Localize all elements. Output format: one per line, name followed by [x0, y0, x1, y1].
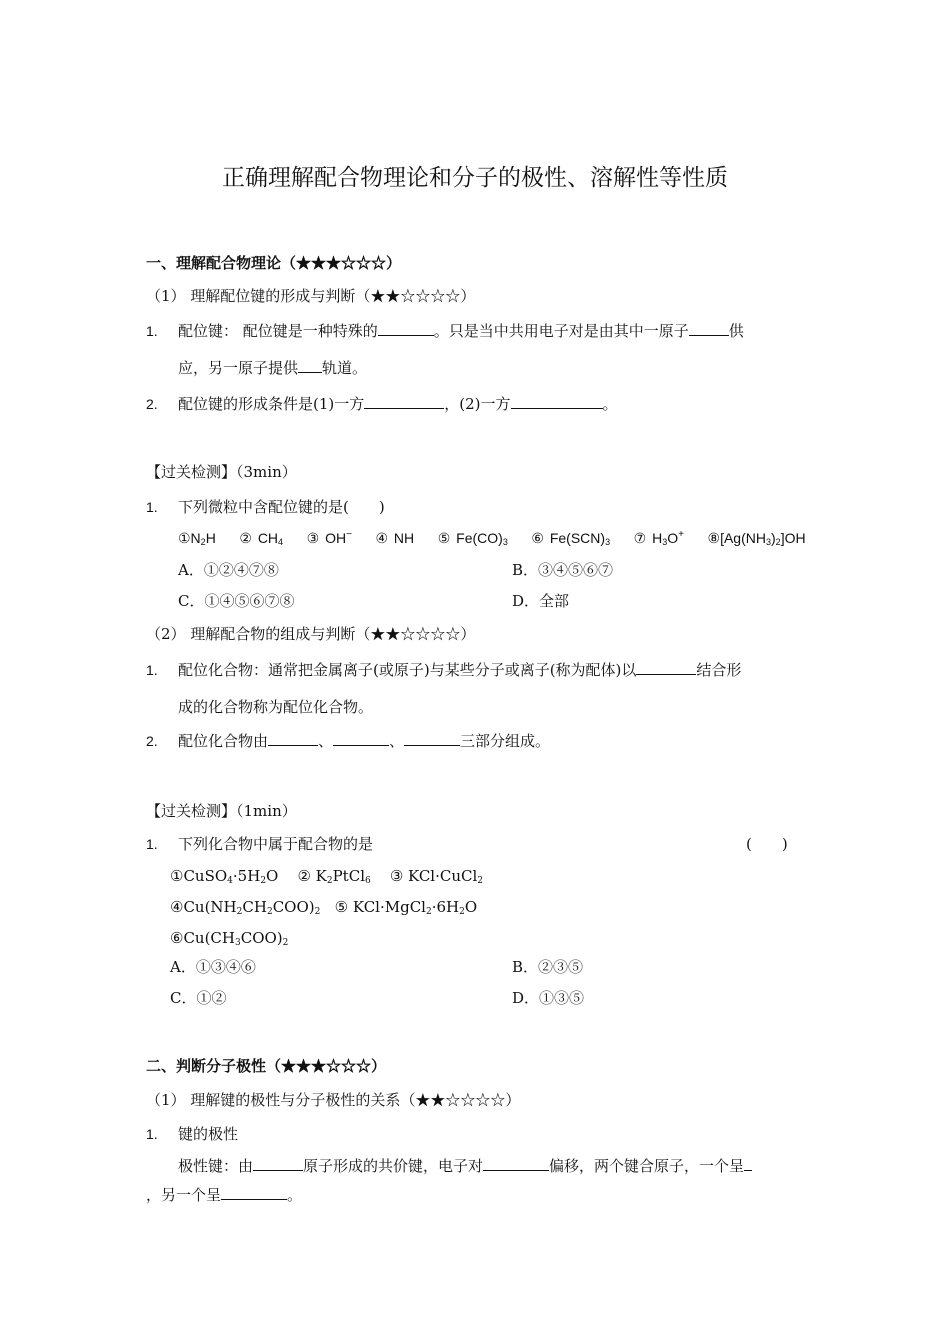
blank[interactable] — [364, 394, 444, 409]
blank[interactable] — [221, 1185, 287, 1200]
option-b[interactable]: B．③④⑤⑥⑦ — [512, 561, 614, 579]
check-heading: 【过关检测】（1min） — [146, 802, 297, 820]
polar-bond-definition: 极性键：由 原子形成的共价键，电子对 偏移，两个键合原子，一个呈 — [178, 1156, 752, 1176]
item-number: 2. — [146, 733, 158, 749]
question-number: 1. — [146, 499, 158, 515]
coordination-compound-definition-cont: 成的化合物称为配位化合物。 — [178, 698, 374, 716]
blank[interactable] — [404, 731, 460, 746]
option-a[interactable]: A．①③④⑥ — [170, 958, 256, 976]
section1-heading: 一、理解配合物理论（★★★☆☆☆） — [146, 254, 402, 272]
section2-heading: 二、判断分子极性（★★★☆☆☆） — [146, 1057, 387, 1075]
species-list: $①N_2H$ ② $CH_4$ ③ OH− ④ NH ⑤ $Fe(CO)_3$ ⑥ $Fe(SCN)_3$ ⑦ $H_3O^+$ $⑧[Ag(NH_3)_2]OH$ — [178, 529, 806, 547]
blank[interactable] — [483, 1156, 549, 1171]
coordinate-bond-definition: 配位键： 配位键是一种特殊的 。只是当中共用电子对是由其中一原子 供 — [178, 322, 744, 340]
section2-sub1-heading: （1） 理解键的极性与分子极性的关系（★★☆☆☆☆） — [146, 1091, 521, 1109]
item-number: 1. — [146, 662, 158, 678]
blank[interactable] — [333, 731, 389, 746]
option-b[interactable]: B．②③⑤ — [512, 958, 584, 976]
blank[interactable] — [744, 1156, 752, 1171]
polar-bond-definition-cont: ，另一个呈 。 — [146, 1186, 303, 1204]
page-title: 正确理解配合物理论和分子的极性、溶解性等性质 — [222, 165, 728, 191]
coordinate-bond-definition-cont: 应，另一原子提供 轨道。 — [178, 359, 368, 377]
sub2-heading: （2） 理解配合物的组成与判断（★★☆☆☆☆） — [146, 625, 476, 643]
sub1-heading: （1） 理解配位键的形成与判断（★★☆☆☆☆） — [146, 287, 476, 305]
item-number: 1. — [146, 323, 158, 339]
blank[interactable] — [636, 660, 696, 675]
blank[interactable] — [253, 1156, 303, 1171]
option-c[interactable]: C．①④⑤⑥⑦⑧ — [178, 592, 295, 610]
option-d[interactable]: D．①③⑤ — [512, 989, 585, 1007]
blank[interactable] — [511, 394, 603, 409]
item-number: 2. — [146, 396, 158, 412]
compound-list-2: $④Cu(NH_2CH_2COO)_2$ ⑤ $KCl\cdot MgCl_2\cdot 6H_2O$ — [170, 898, 478, 917]
blank[interactable] — [689, 321, 729, 336]
compound-list-3: $⑥Cu(CH_3COO)_2$ — [170, 929, 289, 948]
option-c[interactable]: C．①② — [170, 989, 227, 1007]
option-d[interactable]: D．全部 — [512, 592, 570, 610]
bond-polarity-title: 键的极性 — [178, 1125, 239, 1143]
coordinate-bond-condition: 配位键的形成条件是(1)一方 ，(2)一方 。 — [178, 395, 618, 413]
question-number: 1. — [146, 836, 158, 852]
coordination-compound-composition: 配位化合物由 、 、 三部分组成。 — [178, 732, 551, 750]
question-text: 下列微粒中含配位键的是( ) — [178, 498, 385, 516]
compound-list-1: $①CuSO_4\cdot 5H_2O$ ② $K_2PtCl_6$ ③ KCl·CuCl$_2$ — [170, 867, 484, 886]
item-number: 1. — [146, 1126, 158, 1142]
answer-paren[interactable]: ( ) — [746, 835, 788, 853]
blank[interactable] — [378, 321, 434, 336]
coordination-compound-definition: 配位化合物：通常把金属离子(或原子)与某些分子或离子(称为配体)以 结合形 — [178, 661, 742, 679]
check-heading: 【过关检测】（3min） — [146, 463, 297, 481]
blank[interactable] — [268, 731, 318, 746]
blank[interactable] — [298, 358, 322, 373]
question-text: 下列化合物中属于配合物的是 — [178, 835, 374, 853]
option-a[interactable]: A．①②④⑦⑧ — [178, 561, 279, 579]
